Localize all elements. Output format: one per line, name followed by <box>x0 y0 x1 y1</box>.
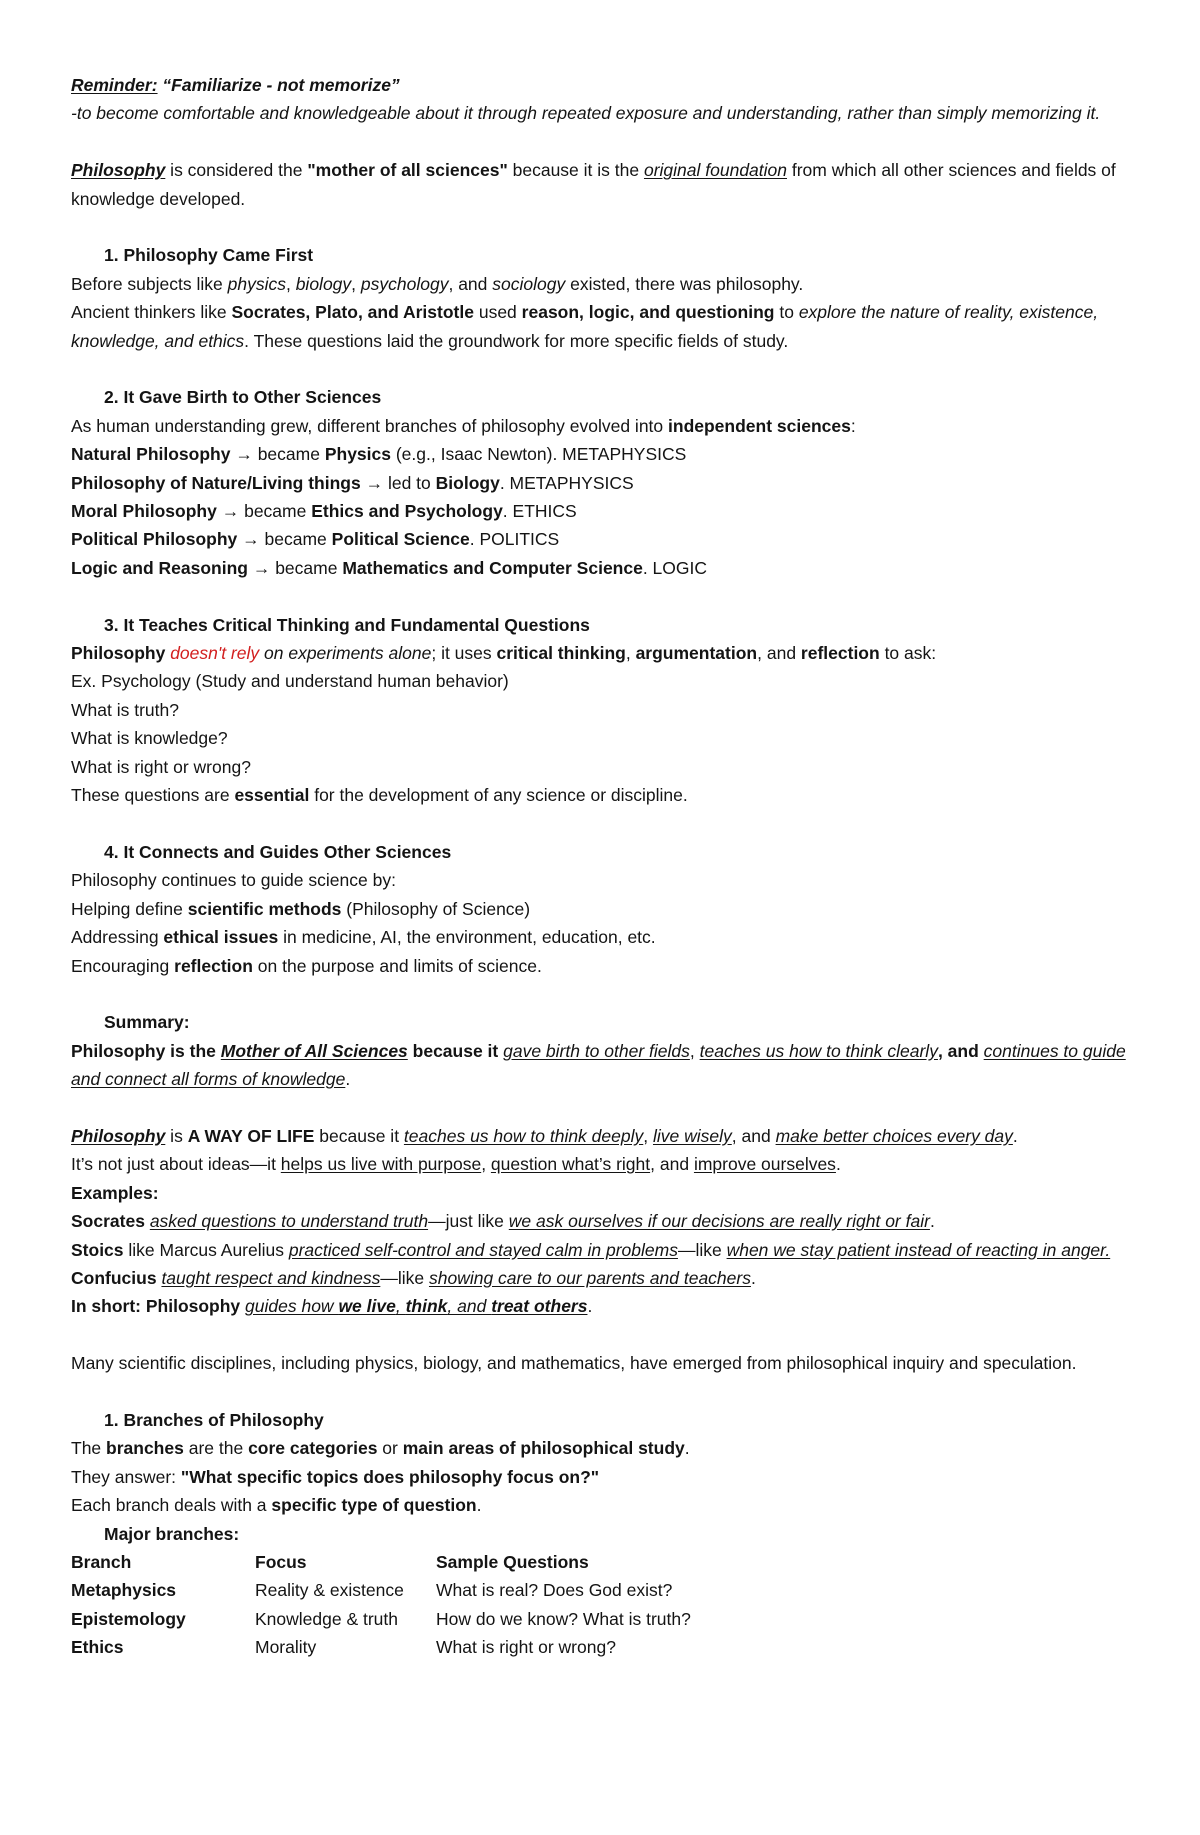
intro-paragraph: Philosophy is considered the "mother of all sciences" because it is the original foundation from which all other sciences and fields of knowledge developed. <box>71 160 1116 209</box>
original-foundation: original foundation <box>643 160 787 181</box>
branches-line-1: The branches are the core categories or main areas of philosophical study. <box>71 1438 690 1459</box>
list-item: Moral Philosophy → became Ethics and Psychology. ETHICS <box>71 501 577 522</box>
list-item: Political Philosophy → became Political Science. POLITICS <box>71 529 560 550</box>
table-cell-branch: Metaphysics <box>71 1580 177 1601</box>
examples-label: Examples: <box>71 1182 159 1203</box>
example-socrates: Socrates asked questions to understand truth—just like we ask ourselves if our decisions are really right or fair. <box>71 1211 935 1232</box>
section-3-line-1: Philosophy doesn't rely on experiments alone; it uses critical thinking, argumentation, and reflection to ask: <box>71 643 937 664</box>
section-4-line-1: Philosophy continues to guide science by: <box>71 870 396 891</box>
section-4-line-2: Helping define scientific methods (Philosophy of Science) <box>71 898 531 919</box>
major-branches-label: Major branches: <box>104 1523 240 1544</box>
summary-heading: Summary: <box>104 1012 190 1033</box>
many-disciplines-paragraph: Many scientific disciplines, including physics, biology, and mathematics, have emerged from philosophical inquiry and speculation. <box>71 1353 1077 1374</box>
table-cell-focus: Knowledge & truth <box>255 1608 399 1629</box>
list-item: What is truth? <box>71 699 179 720</box>
list-item: What is right or wrong? <box>71 756 251 777</box>
list-item: What is knowledge? <box>71 728 228 749</box>
in-short-line: In short: Philosophy guides how we live, think, and treat others. <box>71 1296 593 1317</box>
way-of-life-line-1: Philosophy is A WAY OF LIFE because it teaches us how to think deeply, live wisely, and make better choices every day. <box>71 1125 1018 1146</box>
branches-table <box>71 1548 1141 1662</box>
section-1-heading: 1. Philosophy Came First <box>104 245 314 266</box>
section-4-heading: 4. It Connects and Guides Other Sciences <box>104 841 452 862</box>
example-stoics: Stoics like Marcus Aurelius practiced self-control and stayed calm in problems—like when we stay patient instead of reacting in anger. <box>71 1239 1111 1260</box>
table-cell-branch: Ethics <box>71 1637 124 1658</box>
section-1-line-1: Before subjects like physics, biology, psychology, and sociology existed, there was philosophy. <box>71 273 804 294</box>
table-header-focus: Focus <box>255 1551 307 1572</box>
intro-term: Philosophy <box>71 160 166 181</box>
table-cell-focus: Reality & existence <box>255 1580 404 1601</box>
table-cell-questions: What is right or wrong? <box>436 1637 616 1658</box>
section-2-heading: 2. It Gave Birth to Other Sciences <box>104 387 382 408</box>
reminder-definition: -to become comfortable and knowledgeable about it through repeated exposure and understanding, rather than simply memorizing it. <box>71 103 1101 124</box>
section-4-line-3: Addressing ethical issues in medicine, AI, the environment, education, etc. <box>71 927 656 948</box>
mother-of-all-sciences: "mother of all sciences" <box>307 160 508 181</box>
list-item: Logic and Reasoning → became Mathematics and Computer Science. LOGIC <box>71 557 708 578</box>
section-3-heading: 3. It Teaches Critical Thinking and Fundamental Questions <box>104 614 590 635</box>
section-3-last-line: These questions are essential for the development of any science or discipline. <box>71 785 688 806</box>
way-of-life-line-2: It’s not just about ideas—it helps us live with purpose, question what’s right, and improve ourselves. <box>71 1154 841 1175</box>
list-item: Philosophy of Nature/Living things → led to Biology. METAPHYSICS <box>71 472 634 493</box>
reminder-line <box>71 71 1141 99</box>
table-cell-branch: Epistemology <box>71 1608 186 1629</box>
section-2-intro: As human understanding grew, different branches of philosophy evolved into independent sciences: <box>71 415 856 436</box>
reminder-quote: “Familiarize - not memorize” <box>157 75 400 95</box>
table-cell-questions: What is real? Does God exist? <box>436 1580 673 1601</box>
branches-heading: 1. Branches of Philosophy <box>104 1409 324 1430</box>
list-item: Natural Philosophy → became Physics (e.g., Isaac Newton). METAPHYSICS <box>71 444 687 465</box>
document-page <box>71 71 1141 1662</box>
section-1-line-2: Ancient thinkers like Socrates, Plato, and Aristotle used reason, logic, and questioning to explore the nature of reality, existence, knowledge, and ethics. These questions laid the groundwork for more specific fields of study. <box>71 302 1099 351</box>
summary-paragraph: Philosophy is the Mother of All Sciences because it gave birth to other fields, teaches us how to think clearly, and continues to guide and connect all forms of knowledge. <box>71 1040 1126 1090</box>
doesnt-rely-highlight: doesn't rely <box>170 643 260 664</box>
branches-line-2: They answer: "What specific topics does philosophy focus on?" <box>71 1466 600 1487</box>
example-confucius: Confucius taught respect and kindness—like showing care to our parents and teachers. <box>71 1267 756 1288</box>
table-cell-focus: Morality <box>255 1637 317 1658</box>
table-header-sample-questions: Sample Questions <box>436 1551 589 1572</box>
table-header-branch: Branch <box>71 1551 132 1572</box>
table-cell-questions: How do we know? What is truth? <box>436 1608 691 1629</box>
list-item: Ex. Psychology (Study and understand human behavior) <box>71 671 509 692</box>
section-4-line-4: Encouraging reflection on the purpose and limits of science. <box>71 955 542 976</box>
branches-line-3: Each branch deals with a specific type of question. <box>71 1495 482 1516</box>
reminder-label: Reminder: <box>71 75 158 95</box>
